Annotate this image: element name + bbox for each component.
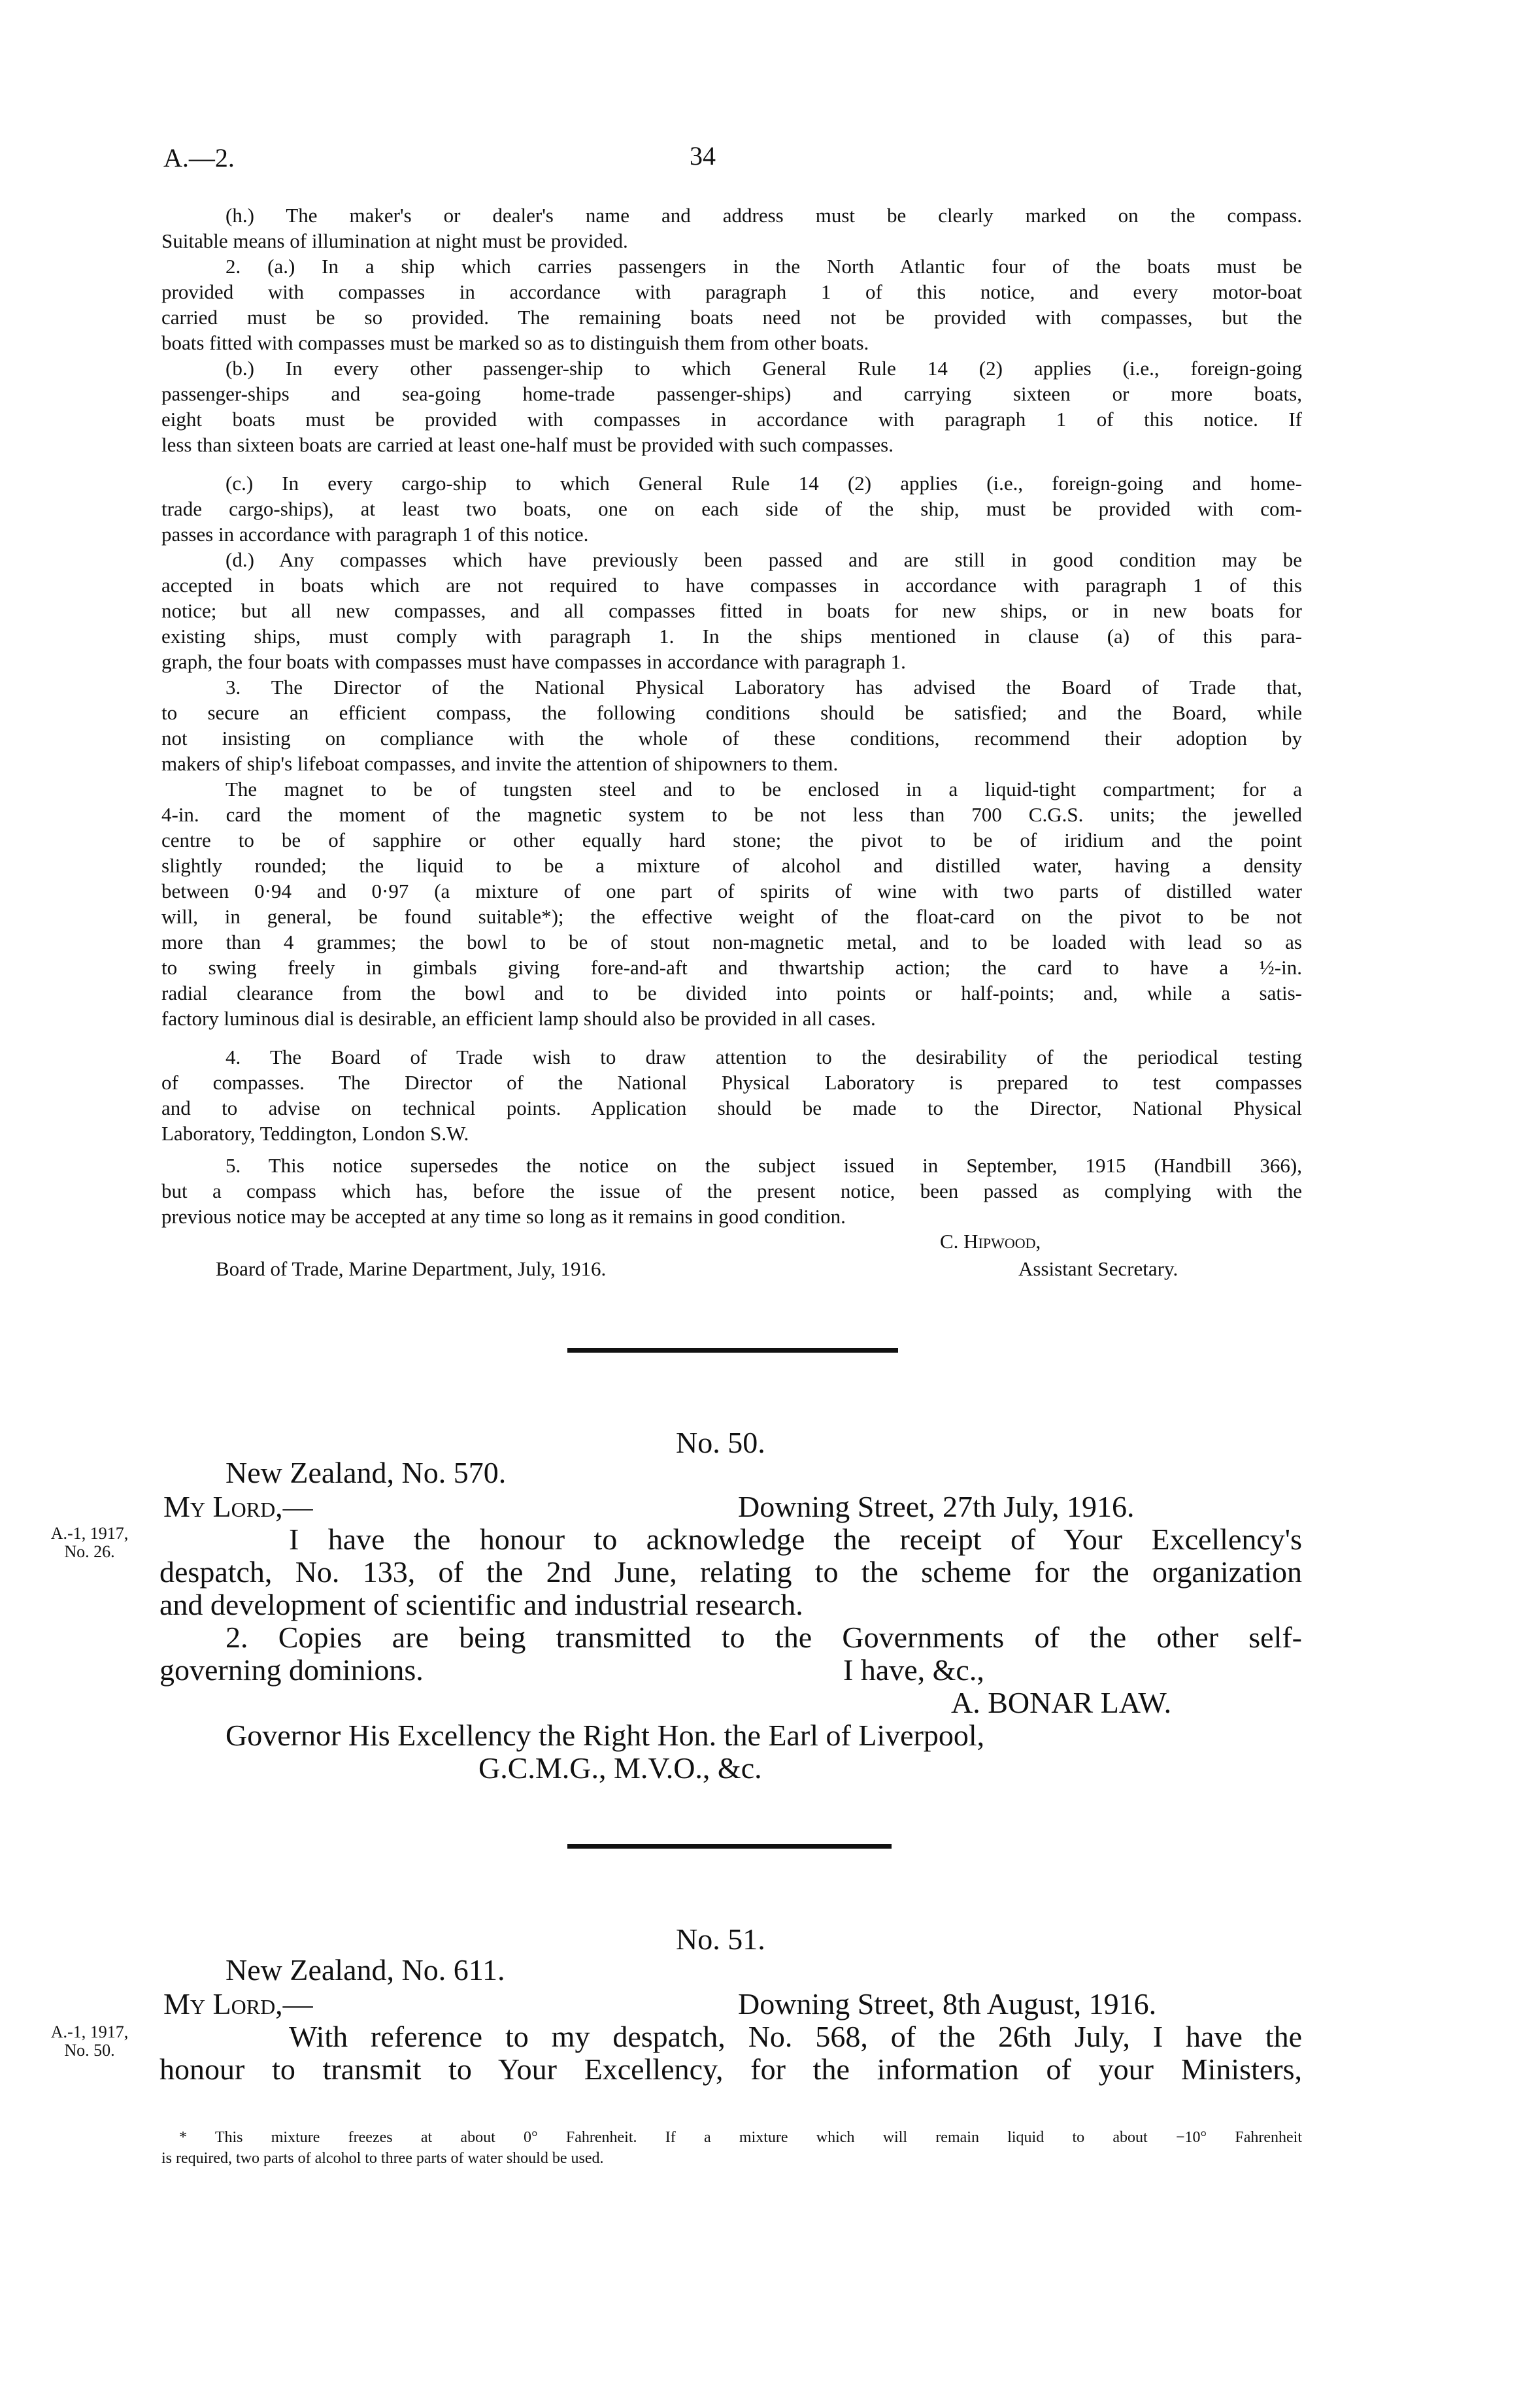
closing-phrase: I have, &c., [843, 1653, 984, 1687]
notice-line: to swing freely in gimbals giving fore-and-aft and thwartship action; the card to have a ½-in. [161, 956, 1302, 979]
page-number: 34 [690, 141, 716, 171]
despatch-body-line: With reference to my despatch, No. 568, of the 26th July, I have the [289, 2020, 1302, 2053]
signatory-name: C. Hipwood, [940, 1230, 1041, 1253]
despatch-body-line: despatch, No. 133, of the 2nd June, relating to the scheme for the organization [159, 1555, 1302, 1589]
notice-line: will, in general, be found suitable*); the effective weight of the float-card on the pivot to be not [161, 905, 1302, 928]
notice-line: (h.) The maker's or dealer's name and address must be clearly marked on the compass. [226, 204, 1302, 227]
footnote-line: is required, two parts of alcohol to three parts of water should be used. [161, 2150, 604, 2167]
notice-line: centre to be of sapphire or other equally hard stone; the pivot to be of iridium and the point [161, 829, 1302, 851]
signature: A. BONAR LAW. [951, 1686, 1172, 1719]
notice-line: provided with compasses in accordance with paragraph 1 of this notice, and every motor-boat [161, 280, 1302, 303]
notice-line: factory luminous dial is desirable, an efficient lamp should also be provided in all cases. [161, 1007, 876, 1030]
document-reference: A.—2. [163, 143, 235, 173]
despatch-reference: New Zealand, No. 611. [226, 1953, 505, 1987]
notice-line: trade cargo-ships), at least two boats, one on each side of the ship, must be provided with com- [161, 497, 1302, 520]
despatch-reference: New Zealand, No. 570. [226, 1456, 507, 1489]
notice-line: graph, the four boats with compasses must have compasses in accordance with paragraph 1. [161, 650, 906, 673]
issuer-line: Board of Trade, Marine Department, July, 1916. [216, 1257, 607, 1280]
notice-line: previous notice may be accepted at any time so long as it remains in good condition. [161, 1205, 846, 1228]
despatch-number: No. 50. [676, 1426, 765, 1459]
section-divider [567, 1844, 892, 1849]
despatch-number: No. 51. [676, 1922, 765, 1956]
despatch-body-line: 2. Copies are being transmitted to the Governments of the other self- [226, 1621, 1302, 1654]
margin-reference: No. 26. [64, 1542, 115, 1561]
notice-line: less than sixteen boats are carried at least one-half must be provided with such compasses. [161, 433, 894, 456]
notice-line: 4. The Board of Trade wish to draw attention to the desirability of the periodical testing [226, 1046, 1302, 1068]
margin-reference: A.-1, 1917, [50, 1524, 129, 1543]
addressee-line: Governor His Excellency the Right Hon. the Earl of Liverpool, [226, 1719, 985, 1752]
salutation: My Lord,— [163, 1490, 313, 1523]
notice-line: existing ships, must comply with paragraph 1. In the ships mentioned in clause (a) of this para- [161, 625, 1302, 648]
despatch-body-line: I have the honour to acknowledge the receipt of Your Excellency's [289, 1523, 1302, 1556]
notice-line: passes in accordance with paragraph 1 of this notice. [161, 523, 589, 546]
despatch-body-line: and development of scientific and industrial research. [159, 1588, 803, 1621]
notice-line: 4-in. card the moment of the magnetic system to be not less than 700 C.G.S. units; the jewelled [161, 803, 1302, 826]
margin-reference: No. 50. [64, 2041, 115, 2060]
salutation: My Lord,— [163, 1987, 313, 2020]
notice-line: more than 4 grammes; the bowl to be of stout non-magnetic metal, and to be loaded with lead so as [161, 931, 1302, 953]
notice-line: but a compass which has, before the issue of the present notice, been passed as complying with the [161, 1179, 1302, 1202]
notice-line: not insisting on compliance with the whole of these conditions, recommend their adoption by [161, 727, 1302, 750]
notice-line: of compasses. The Director of the National Physical Laboratory is prepared to test compasses [161, 1071, 1302, 1094]
notice-line: (b.) In every other passenger-ship to which General Rule 14 (2) applies (i.e., foreign-going [226, 357, 1302, 380]
despatch-address: Downing Street, 8th August, 1916. [738, 1987, 1157, 2020]
notice-line: 5. This notice supersedes the notice on the subject issued in September, 1915 (Handbill 366), [226, 1154, 1302, 1177]
notice-line: passenger-ships and sea-going home-trade passenger-ships) and carrying sixteen or more boats, [161, 382, 1302, 405]
notice-line: makers of ship's lifeboat compasses, and invite the attention of shipowners to them. [161, 752, 839, 775]
footnote-line: * This mixture freezes at about 0° Fahrenheit. If a mixture which will remain liquid to about −10° Fahrenheit [179, 2129, 1302, 2146]
despatch-address: Downing Street, 27th July, 1916. [738, 1490, 1135, 1523]
notice-line: accepted in boats which are not required to have compasses in accordance with paragraph 1 of this [161, 574, 1302, 597]
signatory-title: Assistant Secretary. [1018, 1257, 1178, 1280]
notice-line: to secure an efficient compass, the following conditions should be satisfied; and the Board, while [161, 701, 1302, 724]
notice-line: 2. (a.) In a ship which carries passengers in the North Atlantic four of the boats must be [226, 255, 1302, 278]
notice-line: Suitable means of illumination at night must be provided. [161, 229, 628, 252]
notice-line: and to advise on technical points. Application should be made to the Director, National Physical [161, 1097, 1302, 1119]
notice-line: 3. The Director of the National Physical Laboratory has advised the Board of Trade that, [226, 676, 1302, 699]
notice-line: The magnet to be of tungsten steel and to be enclosed in a liquid-tight compartment; for a [226, 778, 1302, 800]
notice-line: (c.) In every cargo-ship to which General Rule 14 (2) applies (i.e., foreign-going and home- [226, 472, 1302, 495]
notice-line: boats fitted with compasses must be marked so as to distinguish them from other boats. [161, 331, 869, 354]
notice-line: (d.) Any compasses which have previously been passed and are still in good condition may be [226, 548, 1302, 571]
section-divider [567, 1348, 898, 1353]
closing-line: governing dominions. [159, 1653, 424, 1687]
notice-line: between 0·94 and 0·97 (a mixture of one part of spirits of wine with two parts of distilled water [161, 880, 1302, 902]
margin-reference: A.-1, 1917, [50, 2022, 129, 2041]
notice-line: carried must be so provided. The remaining boats need not be provided with compasses, but the [161, 306, 1302, 329]
notice-line: notice; but all new compasses, and all compasses fitted in boats for new ships, or in new boats for [161, 599, 1302, 622]
despatch-body-line: honour to transmit to Your Excellency, for the information of your Ministers, [159, 2053, 1302, 2086]
notice-line: radial clearance from the bowl and to be divided into points or half-points; and, while a satis- [161, 981, 1302, 1004]
notice-line: Laboratory, Teddington, London S.W. [161, 1122, 469, 1145]
notice-line: eight boats must be provided with compasses in accordance with paragraph 1 of this notice. If [161, 408, 1302, 431]
addressee-line: G.C.M.G., M.V.O., &c. [478, 1751, 762, 1785]
notice-line: slightly rounded; the liquid to be a mixture of alcohol and distilled water, having a density [161, 854, 1302, 877]
